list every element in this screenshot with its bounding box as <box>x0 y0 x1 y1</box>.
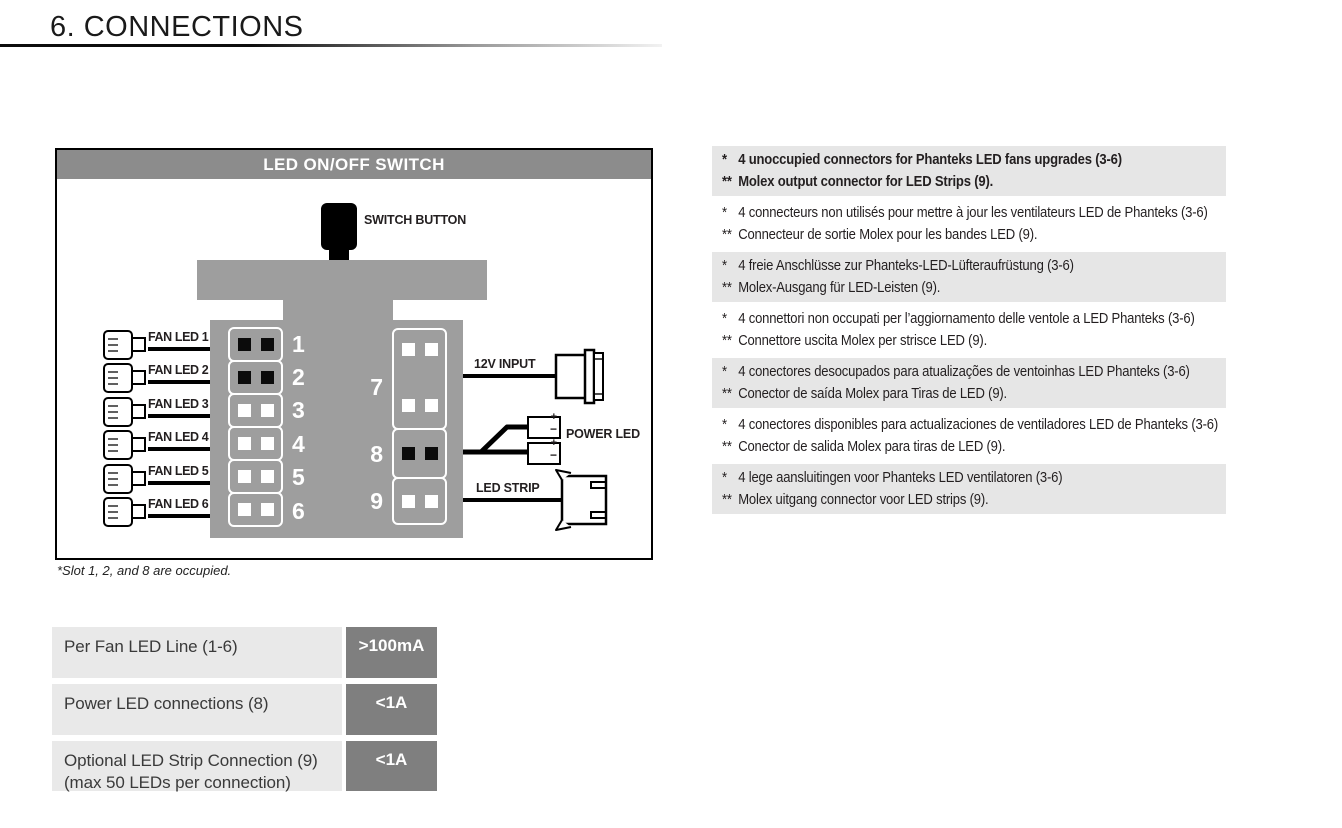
spec-table-row <box>52 684 442 735</box>
power-led-wire <box>463 410 529 460</box>
diagram-title: LED ON/OFF SWITCH <box>57 150 651 179</box>
led-strip-label: LED STRIP <box>463 478 553 502</box>
slot-2 <box>228 360 283 395</box>
fan-plug-icon <box>101 328 147 362</box>
asterisk-marker: * <box>722 470 727 486</box>
diagram-footnote: *Slot 1, 2, and 8 are occupied. <box>57 563 232 578</box>
free-pin <box>425 343 438 356</box>
slot-5 <box>228 459 283 494</box>
switch-button-shape <box>321 203 357 250</box>
molex-12v-connector-icon <box>553 346 607 406</box>
multilingual-notes <box>712 146 1226 517</box>
minus-mark: − <box>549 448 557 462</box>
asterisk-marker: ** <box>722 492 732 508</box>
note-block-en <box>712 146 1226 196</box>
pin-row <box>230 470 281 483</box>
spec-table-row <box>52 741 442 791</box>
note-text: Molex uitgang connector voor LED strips (9). <box>738 492 989 508</box>
fan-plug-icon <box>101 395 147 429</box>
occupied-pin <box>261 338 274 351</box>
pin-row <box>230 437 281 450</box>
fan-plug-icon <box>101 495 147 529</box>
switch-base-column <box>283 299 393 322</box>
fan-connector-row <box>101 395 213 429</box>
slot-3 <box>228 393 283 428</box>
plus-mark: + <box>550 437 557 449</box>
note-block-nl <box>712 464 1226 514</box>
free-pin <box>261 470 274 483</box>
note-line <box>722 414 1219 436</box>
fan-connector-row <box>101 495 213 529</box>
led-switch-diagram <box>55 148 653 560</box>
occupied-pin <box>402 447 415 460</box>
fan-led-label: FAN LED 4 <box>148 427 210 451</box>
spec-label-line: Optional LED Strip Connection (9) <box>64 751 318 770</box>
asterisk-marker: * <box>722 417 727 433</box>
note-line <box>722 277 1167 299</box>
free-pin <box>238 437 251 450</box>
spec-label-cell <box>52 627 342 678</box>
title-underline <box>0 44 662 47</box>
minus-mark: − <box>549 422 557 436</box>
spec-label-line: Power LED connections (8) <box>64 694 269 713</box>
free-pin <box>425 399 438 412</box>
switch-base-bar <box>197 260 487 300</box>
slot-number: 2 <box>292 363 305 390</box>
fan-led-slot-group <box>228 327 283 527</box>
asterisk-marker: * <box>722 205 727 221</box>
fan-led-label: FAN LED 6 <box>148 494 210 518</box>
note-line <box>722 308 1195 330</box>
note-block-es <box>712 411 1226 461</box>
note-text: Conector de salida Molex para tiras de LED (9). <box>738 439 1006 455</box>
asterisk-marker: ** <box>722 280 732 296</box>
note-text: 4 lege aansluitingen voor Phanteks LED ventilatoren (3-6) <box>738 470 1063 486</box>
slot-number: 7 <box>370 374 383 400</box>
io-slot-group <box>392 328 447 525</box>
slot-6 <box>228 492 283 527</box>
note-text: Conector de saída Molex para Tiras de LED (9). <box>738 386 1008 402</box>
note-block-fr <box>712 199 1226 249</box>
note-text: 4 conectores desocupados para atualizações de ventoinhas LED Phanteks (3-6) <box>738 364 1190 380</box>
switch-button-label: SWITCH BUTTON <box>364 213 467 227</box>
power-led-plug-bottom <box>527 437 561 465</box>
free-pin <box>238 503 251 516</box>
pin-row <box>230 404 281 417</box>
slot-8 <box>392 428 447 479</box>
free-pin <box>238 470 251 483</box>
spec-table-row <box>52 627 442 678</box>
spec-table <box>52 627 442 797</box>
asterisk-marker: ** <box>722 174 732 190</box>
note-line <box>722 467 1167 489</box>
free-pin <box>402 399 415 412</box>
spec-label-line: Per Fan LED Line (1-6) <box>64 637 238 656</box>
note-line <box>722 361 1190 383</box>
spec-label-line: (max 50 LEDs per connection) <box>64 773 291 792</box>
note-block-pt <box>712 358 1226 408</box>
free-pin <box>402 343 415 356</box>
note-line <box>722 149 1167 171</box>
free-pin <box>261 503 274 516</box>
asterisk-marker: ** <box>722 386 732 402</box>
slot-number: 6 <box>292 497 305 524</box>
pin-row <box>394 343 445 356</box>
molex-strip-connector-icon <box>553 466 613 534</box>
spec-label-cell <box>52 741 342 791</box>
free-pin <box>402 495 415 508</box>
spec-value-cell: <1A <box>346 684 437 735</box>
occupied-pin <box>238 371 251 384</box>
fan-connector-row <box>101 328 213 362</box>
free-pin <box>261 404 274 417</box>
note-text: 4 connettori non occupati per l’aggiornamento delle ventole a LED Phanteks (3-6) <box>738 311 1195 327</box>
note-text: 4 conectores disponibles para actualizaciones de ventiladores LED de Phanteks (3-6) <box>738 417 1219 433</box>
asterisk-marker: * <box>722 311 727 327</box>
note-line <box>722 436 1167 458</box>
slot-number: 8 <box>370 440 383 467</box>
free-pin <box>238 404 251 417</box>
note-line <box>722 202 1208 224</box>
note-text: Connecteur de sortie Molex pour les bandes LED (9). <box>738 227 1038 243</box>
power-led-plug-top <box>527 411 561 439</box>
page-title: 6. CONNECTIONS <box>50 11 304 43</box>
note-text: 4 connecteurs non utilisés pour mettre à jour les ventilateurs LED de Phanteks (3-6) <box>738 205 1208 221</box>
note-text: Molex-Ausgang für LED-Leisten (9). <box>738 280 941 296</box>
note-line <box>722 383 1167 405</box>
note-text: 4 unoccupied connectors for Phanteks LED fans upgrades (3-6) <box>738 152 1122 168</box>
pin-row <box>230 503 281 516</box>
12v-input-label: 12V INPUT <box>463 354 557 378</box>
note-block-it <box>712 305 1226 355</box>
note-line <box>722 224 1167 246</box>
free-pin <box>261 437 274 450</box>
note-line <box>722 255 1167 277</box>
pin-row <box>394 495 445 508</box>
note-line <box>722 171 1167 193</box>
fan-plug-icon <box>101 428 147 462</box>
note-line <box>722 330 1167 352</box>
fan-connector-row <box>101 462 213 496</box>
occupied-pin <box>238 338 251 351</box>
asterisk-marker: * <box>722 152 727 168</box>
fan-connector-row <box>101 428 213 462</box>
fan-led-label: FAN LED 2 <box>148 360 210 384</box>
slot-9 <box>392 477 447 525</box>
asterisk-marker: ** <box>722 333 732 349</box>
slot-1 <box>228 327 283 362</box>
pin-row <box>394 399 445 412</box>
asterisk-marker: ** <box>722 227 732 243</box>
note-line <box>722 489 1167 511</box>
slot-number: 3 <box>292 397 305 424</box>
slot-number: 4 <box>292 430 305 457</box>
slot-number: 9 <box>370 488 383 514</box>
asterisk-marker: * <box>722 364 727 380</box>
fan-led-label: FAN LED 3 <box>148 394 210 418</box>
note-block-de <box>712 252 1226 302</box>
occupied-pin <box>261 371 274 384</box>
spec-value-cell: >100mA <box>346 627 437 678</box>
fan-plug-icon <box>101 361 147 395</box>
spec-label-cell <box>52 684 342 735</box>
power-led-label: POWER LED <box>566 427 640 441</box>
fan-connector-row <box>101 361 213 395</box>
pin-row <box>230 338 281 351</box>
slot-number: 1 <box>292 330 305 357</box>
spec-value-cell: <1A <box>346 741 437 791</box>
pin-row <box>394 447 445 460</box>
plus-mark: + <box>550 411 557 423</box>
fan-plug-icon <box>101 462 147 496</box>
free-pin <box>425 495 438 508</box>
slot-number: 5 <box>292 464 305 491</box>
pin-row <box>230 371 281 384</box>
note-text: Molex output connector for LED Strips (9). <box>738 174 994 190</box>
fan-led-label: FAN LED 1 <box>148 327 210 351</box>
fan-led-label: FAN LED 5 <box>148 461 210 485</box>
slot-7 <box>392 328 447 430</box>
note-text: Connettore uscita Molex per strisce LED (9). <box>738 333 988 349</box>
asterisk-marker: * <box>722 258 727 274</box>
note-text: 4 freie Anschlüsse zur Phanteks-LED-Lüfteraufrüstung (3-6) <box>738 258 1074 274</box>
occupied-pin <box>425 447 438 460</box>
slot-4 <box>228 426 283 461</box>
asterisk-marker: ** <box>722 439 732 455</box>
